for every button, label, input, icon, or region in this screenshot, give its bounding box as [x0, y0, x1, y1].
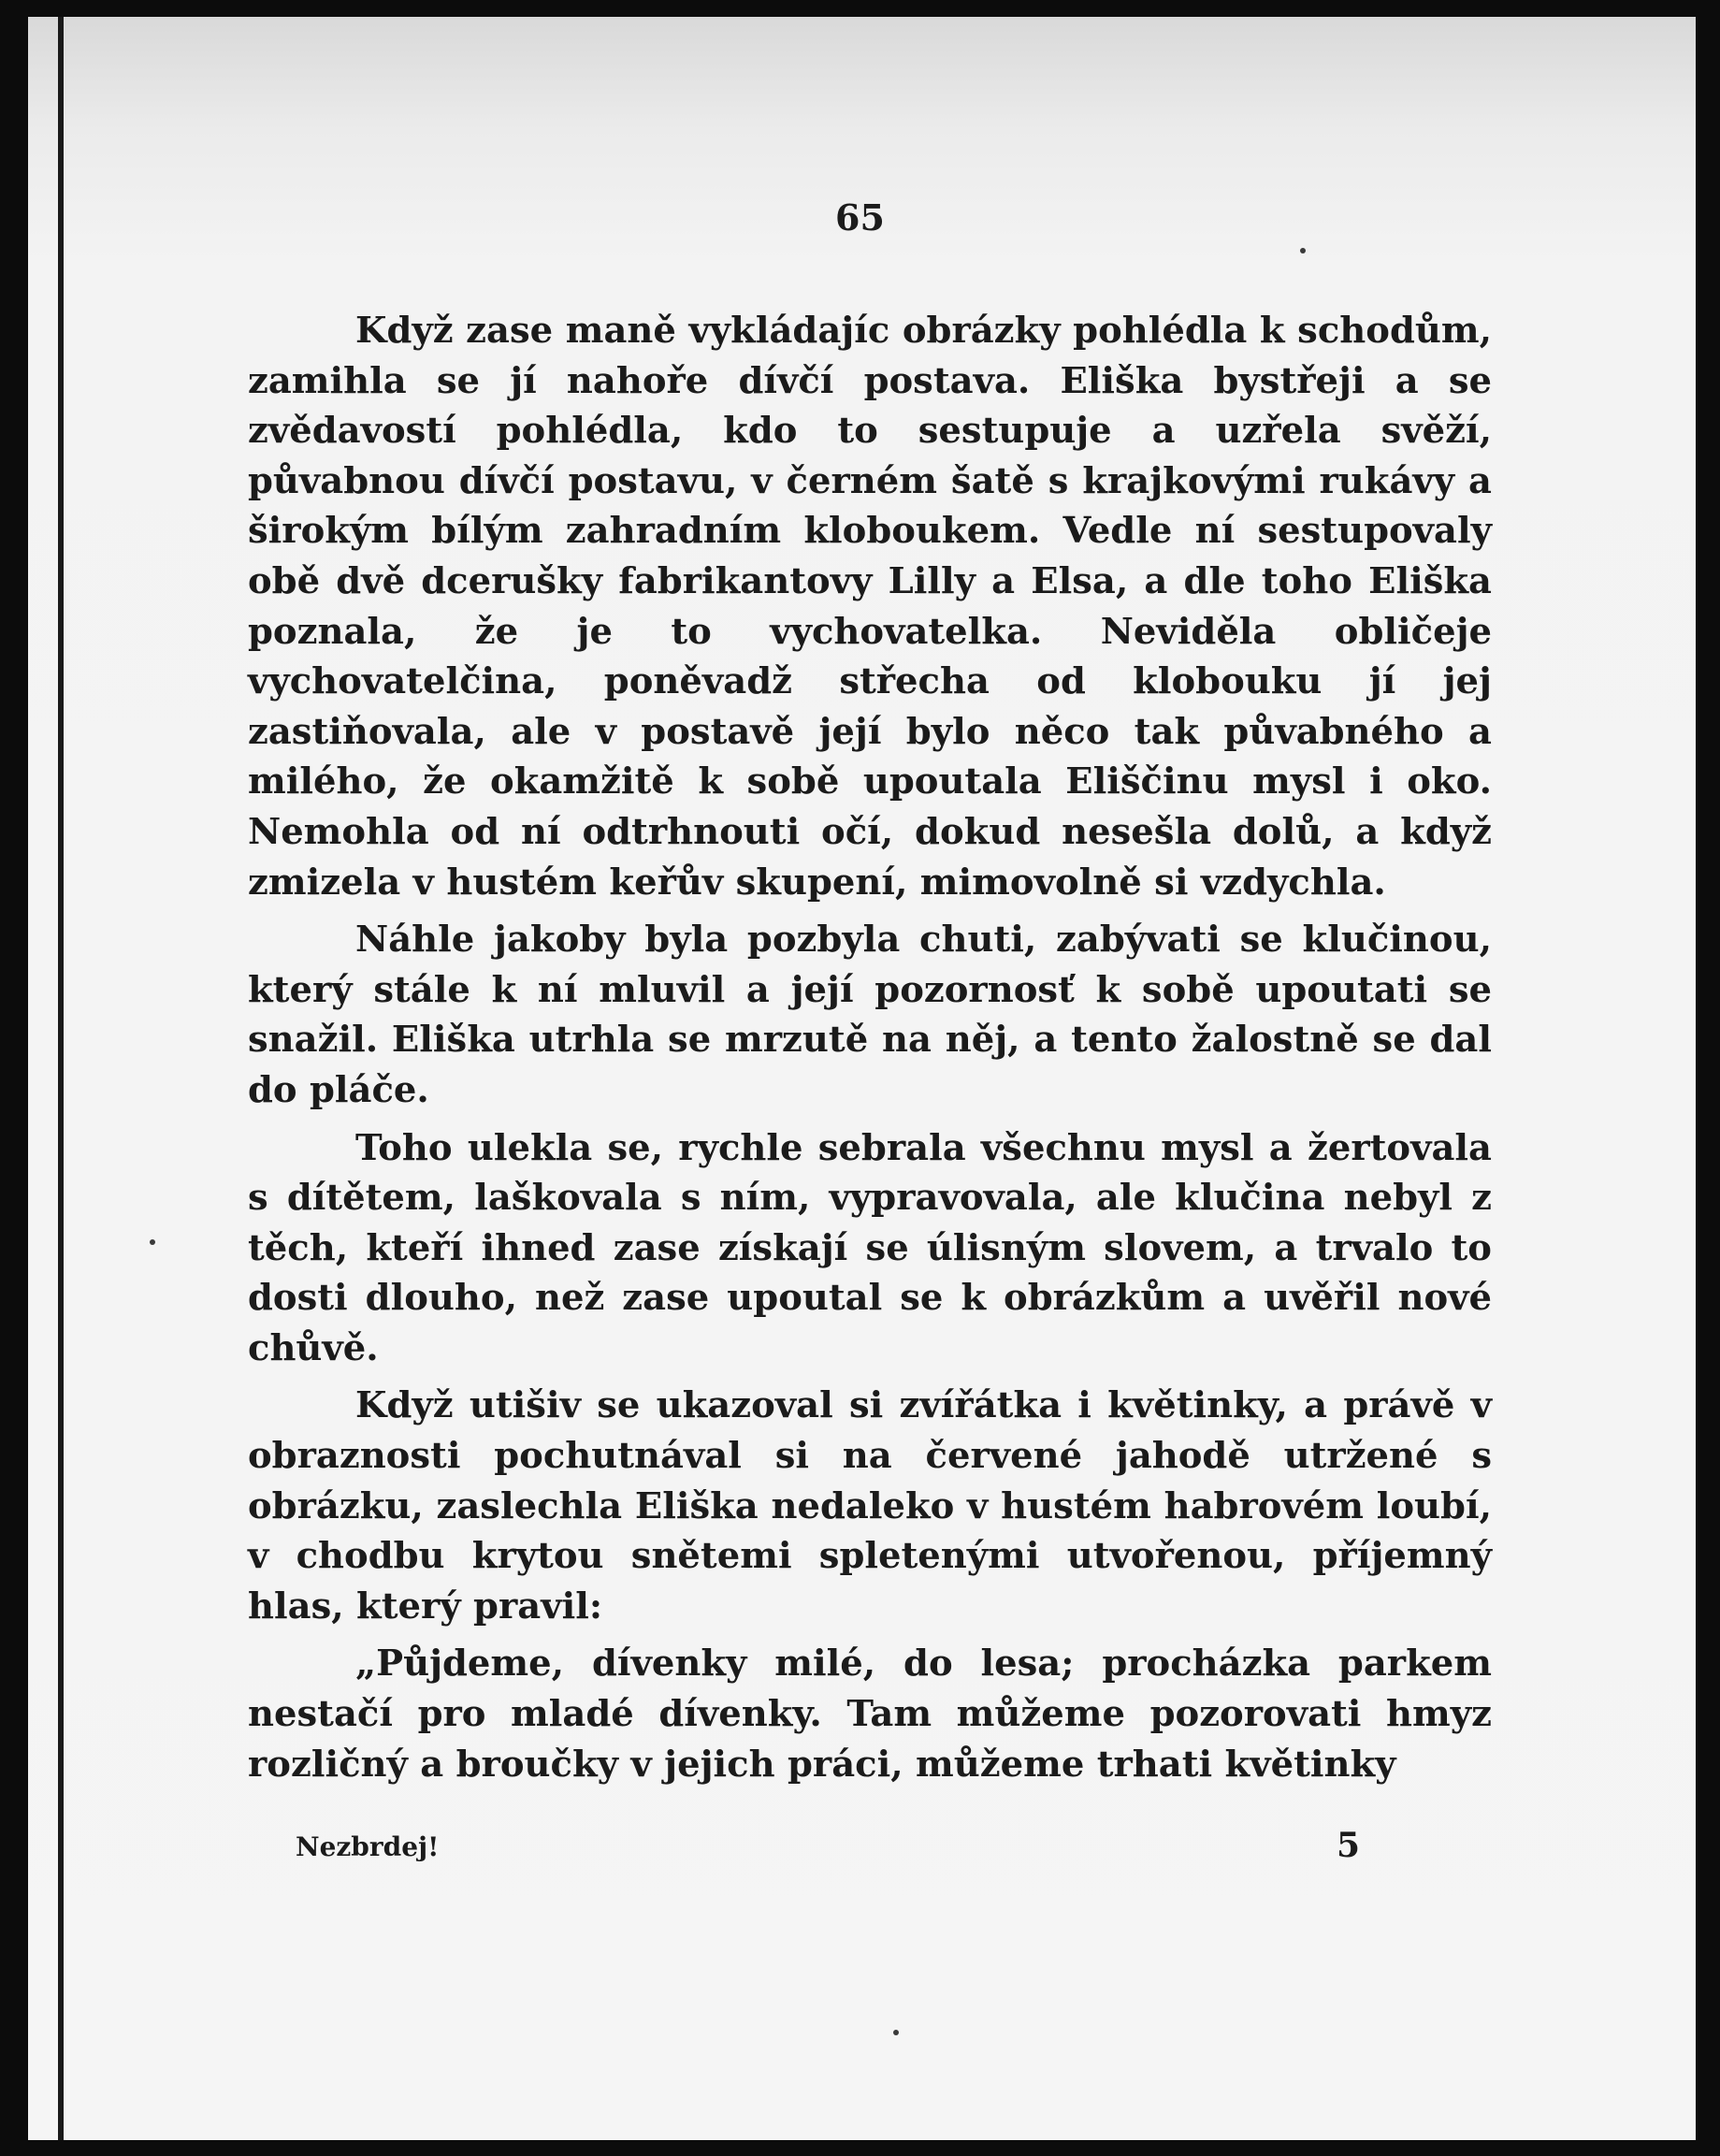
sheet-number: 5 — [1336, 1826, 1360, 1865]
paper-speck — [1300, 248, 1306, 253]
paragraph: Náhle jakoby byla pozbyla chuti, zabývati se klučinou, který stále k ní mluvil a její pozornosť k sobě upoutati se snažil. Eliška utrhla se mrzutě na něj, a tento žalostně se dal do pláče. — [248, 919, 1492, 1111]
page-footer — [296, 1826, 1360, 1871]
binding-edge — [58, 17, 64, 2140]
paragraph: Když utišiv se ukazoval si zvířátka i květinky, a právě v obraznosti pochutnával si na červené jahodě utržené s obrázku, zaslechla Eliška nedaleko v hustém habrovém loubí, v chodbu krytou snětemi spletenými utvořenou, příjemný hlas, který pravil: — [248, 1384, 1492, 1628]
body-text — [248, 306, 1492, 1797]
paragraph: Když zase maně vykládajíc obrázky pohlédla k schodům, zamihla se jí nahoře dívčí postava. Eliška bystřeji a se zvědavostí pohlédla, kdo to sestupuje a uzřela svěží, půvabnou dívčí postavu, v černém šatě s krajkovými rukávy a širokým bílým zahradním kloboukem. Vedle ní sestupovaly obě dvě dcerušky fabrikantovy Lilly a Elsa, a dle toho Eliška poznala, že je to vychovatelka. Neviděla obličeje vychovatelčina, poněvadž střecha od klobouku jí jej zastiňovala, ale v postavě její bylo něco tak půvabného a milého, že okamžitě k sobě upoutala Eliščinu mysl i oko. Nemohla od ní odtrhnouti očí, dokud nesešla dolů, a když zmizela v hustém keřův skupení, mimovolně si vzdychla. — [248, 310, 1492, 904]
paragraph: Toho ulekla se, rychle sebrala všechnu mysl a žertovala s dítětem, laškovala s ním, vypravovala, ale klučina nebyl z těch, kteří ihned zase získají se úlisným slovem, a trvalo to dosti dlouho, než zase upoutal se k obrázkům a uvěřil nové chůvě. — [248, 1126, 1492, 1369]
paragraph: „Půjdeme, dívenky milé, do lesa; procházka parkem nestačí pro mladé dívenky. Tam můžeme pozorovati hmyz rozličný a broučky v jejich práci, můžeme trhati květinky — [248, 1642, 1492, 1786]
paper-speck — [150, 1239, 155, 1245]
page-number: 65 — [835, 196, 885, 239]
footer-signature: Nezbrdej! — [296, 1831, 440, 1862]
paper-speck — [893, 2030, 899, 2035]
